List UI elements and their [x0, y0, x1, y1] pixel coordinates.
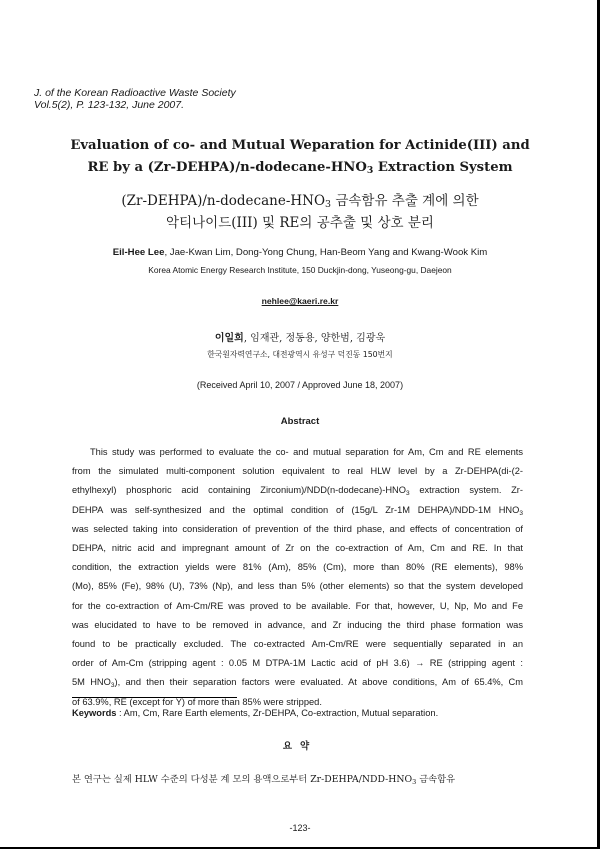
co-authors-korean: , 임재관, 정동용, 양한범, 김광욱	[243, 333, 386, 344]
author-list-korean	[0, 329, 600, 344]
received-dates: (Received April 10, 2007 / Approved June 18, 2007)	[196, 380, 404, 390]
page-number: -123-	[289, 823, 311, 833]
title-ko-line1-a: (Zr-DEHPA)/n-dodecane-HNO	[121, 193, 326, 209]
title-en-line2-a: RE by a (Zr-DEHPA)/n-dodecane-HNO	[87, 160, 367, 175]
lead-author: Eil-Hee Lee	[112, 247, 165, 258]
abstract-line: of 63.9%, RE (except for Y) of more than 85% were stripped.	[72, 696, 322, 707]
title-ko-sub: 3	[325, 199, 332, 210]
abstract-line: from the simulated multi-component solution equivalent to real HLW level by a Zr-DEHPA(di-(2-	[72, 466, 523, 477]
keywords	[72, 708, 438, 718]
title-en-line2-b: Extraction System	[373, 160, 513, 175]
paper-title-english	[0, 135, 600, 179]
journal-citation	[34, 87, 236, 111]
abstract-heading: Abstract	[280, 416, 320, 427]
title-ko-line1-b: 금속함유 추출 계에 의한	[331, 193, 479, 209]
lead-author-korean: 이일희	[214, 333, 244, 344]
abstract-body	[72, 443, 523, 712]
co-authors: , Jae-Kwan Lim, Dong-Yong Chung, Han-Beom Yang and Kwang-Wook Kim	[164, 247, 488, 258]
title-en-sub: 3	[366, 165, 374, 176]
author-list	[0, 247, 600, 258]
keywords-text: : Am, Cm, Rare Earth elements, Zr-DEHPA, Co-extraction, Mutual separation.	[116, 708, 439, 718]
title-en-line2	[0, 157, 600, 179]
abstract-line: was elucidated to have to be removed in advance, and Zr inducing the third phase formation was	[72, 619, 523, 630]
abstract-line: (Mo), 85% (Fe), 98% (U), 73% (Np), and less than 5% (other elements) so that the system developed	[72, 581, 523, 592]
title-en-line1: Evaluation of co- and Mutual Weparation for Actinide(III) and	[70, 138, 530, 153]
abstract-line: condition, the extraction yields were 81% (Am), 85% (Cm), more than 80% (RE elements), 98%	[72, 562, 523, 573]
journal-volume: Vol.5(2), P. 123-132, June 2007.	[34, 99, 185, 111]
title-ko-line1	[0, 190, 600, 212]
abstract-line: ethylhexyl) phosphoric acid containing $Zirconium)/NDD(n-dodecane)-HNO_3$ extraction system. Zr-	[72, 485, 524, 498]
abstract-line: DEHPA was self-synthesized and the optimal condition of (15g/L Zr-1M DEHPA)/NDD-1M $HNO_3$	[72, 504, 523, 517]
affiliation-korean: 한국원자력연구소, 대전광역시 유성구 덕진동 150번지	[207, 350, 393, 359]
title-ko-line2: 악티나이드(III) 및 RE의 공추출 및 상호 분리	[166, 215, 434, 231]
keywords-label: Keywords	[72, 708, 117, 718]
abstract-line: This study was performed to evaluate the co- and mutual separation for Am, Cm and RE elements	[90, 447, 523, 457]
abstract-line: was selected taking into consideration of prevention of the third phase, and effects of concentration of	[72, 523, 523, 534]
affiliation: Korea Atomic Energy Research Institute, 150 Duckjin-dong, Yuseong-gu, Daejeon	[148, 265, 452, 275]
abstract-line: 5M $HNO_3$), and then their separation factors were evaluated. At above conditions, Am of 65.4%, Cm	[72, 677, 523, 690]
paper-title-korean	[0, 190, 600, 234]
abstract-line: DEHPA, nitric acid and impregnant amount of Zr on the co-extraction of Am, Cm and RE. In that	[72, 543, 523, 554]
abstract-line: order of Am-Cm (stripping agent : 0.05 M DTPA-1M Lactic acid of pH 3.6) → RE (stripping agent :	[72, 658, 523, 669]
corresponding-email[interactable]: nehlee@kaeri.re.kr	[261, 296, 339, 306]
footnote-rule	[72, 697, 237, 698]
korean-abstract-heading: 요약	[282, 741, 318, 752]
abstract-line: found to be practically excluded. The co-extracted Am-Cm/RE were sequentially separated in an	[72, 639, 523, 650]
korean-abstract-first-line: 본 연구는 실제 HLW 수준의 다성분 계 모의 용액으로부터 $Zr-DEHPA/NDD-HNO_3$ 금속함유	[72, 774, 456, 786]
abstract-line: for the co-extraction of Am-Cm/RE was proved to be available. For that, however, U, Np, Mo and Fe	[72, 600, 523, 611]
journal-name: J. of the Korean Radioactive Waste Society	[34, 87, 236, 99]
